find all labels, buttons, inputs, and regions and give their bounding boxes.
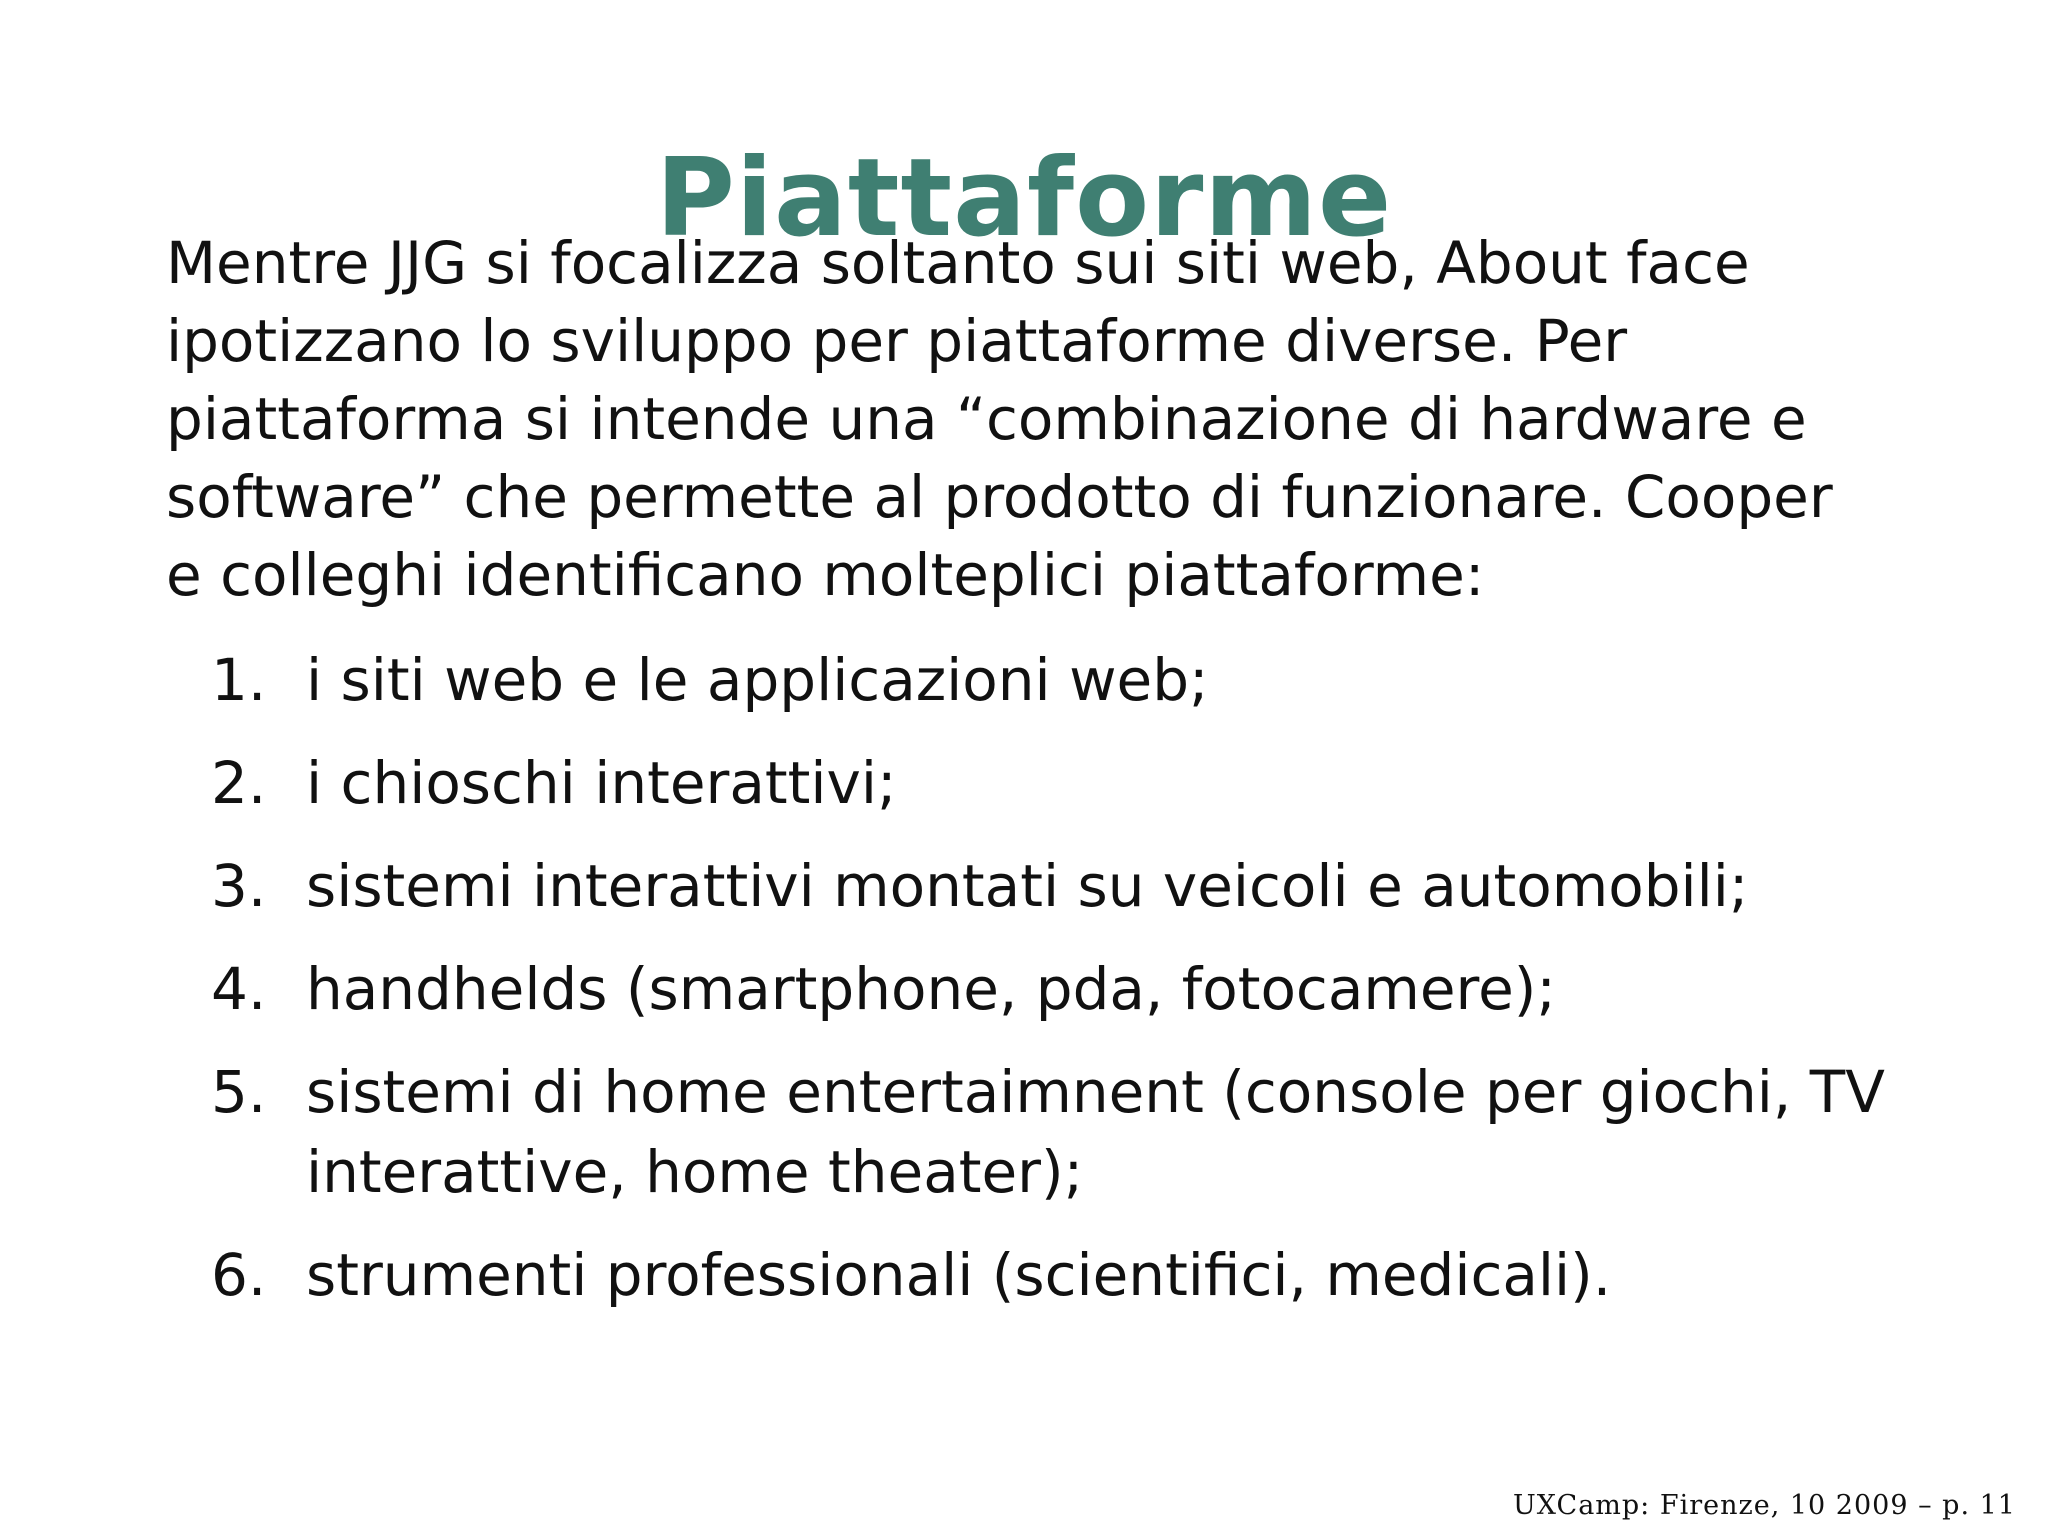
list-item <box>166 1052 1906 1212</box>
slide-footer: UXCamp: Firenze, 10 2009 – p. 11 <box>1513 1490 2016 1521</box>
list-item <box>166 949 1906 1029</box>
list-item-number: 5. <box>211 1058 267 1126</box>
list-item-number: 6. <box>211 1241 267 1309</box>
list-item <box>166 640 1906 720</box>
list-item-number: 4. <box>211 955 267 1023</box>
list-item-text: handhelds (smartphone, pda, fotocamere); <box>306 955 1556 1023</box>
list-item-number: 1. <box>211 646 267 714</box>
list-item <box>166 1235 1906 1315</box>
list-item-number: 3. <box>211 852 267 920</box>
intro-paragraph: Mentre JJG si focalizza soltanto sui siti web, About face ipotizzano lo sviluppo per piattaforme diverse. Per piattaforma si intende una “combinazione di hardware e software” che permette al prodotto di funzionare. Cooper e colleghi identificano molteplici piattaforme: <box>166 229 1833 609</box>
list-item-number: 2. <box>211 749 267 817</box>
slide-title: Piattaforme <box>655 136 1393 262</box>
list-item <box>166 743 1906 823</box>
platform-list <box>166 640 1906 1315</box>
list-item <box>166 846 1906 926</box>
list-item-text: i chioschi interattivi; <box>306 749 897 817</box>
list-item-text: strumenti professionali (scientifici, medicali). <box>306 1241 1612 1309</box>
list-item-text: sistemi interattivi montati su veicoli e automobili; <box>306 852 1749 920</box>
list-item-text: i siti web e le applicazioni web; <box>306 646 1209 714</box>
list-item-text: sistemi di home entertaimnent (console per giochi, TV interattive, home theater); <box>306 1058 1885 1206</box>
